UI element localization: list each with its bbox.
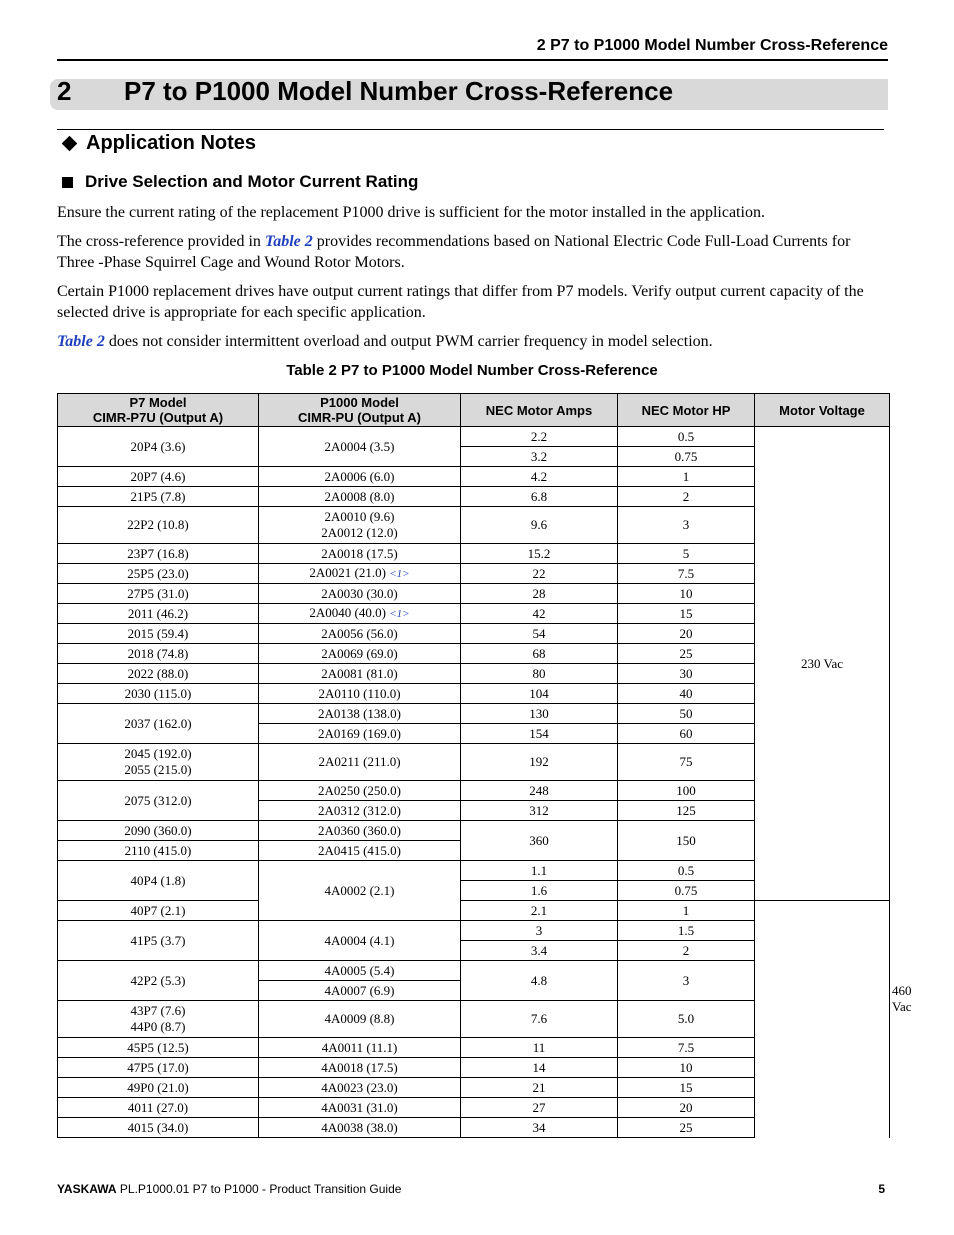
p7-cell: 20P4 (3.6) (58, 427, 259, 467)
cross-reference-table (57, 393, 912, 1138)
table-header-row (58, 394, 890, 427)
p7-cell: 27P5 (31.0) (58, 584, 259, 604)
amps-cell: 21 (461, 1078, 618, 1098)
p1000-cell: 2A0006 (6.0) (259, 467, 461, 487)
amps-cell: 3 (461, 921, 618, 941)
hp-cell: 3 (618, 507, 755, 544)
amps-cell: 54 (461, 624, 618, 644)
p7-cell: 42P2 (5.3) (58, 961, 259, 1001)
hp-cell: 30 (618, 664, 755, 684)
header-nec-motor-amps: NEC Motor Amps (461, 394, 618, 427)
p7-cell: 40P4 (1.8) (58, 861, 259, 901)
p1000-cell: 2A0021 (21.0) <1> (259, 564, 461, 584)
chapter-title: P7 to P1000 Model Number Cross-Reference (124, 76, 674, 106)
hp-cell: 10 (618, 1058, 755, 1078)
p1000-cell: 2A0040 (40.0) <1> (259, 604, 461, 624)
subsection-heading-text: Drive Selection and Motor Current Rating (85, 172, 419, 191)
p1000-cell: 4A0004 (4.1) (259, 921, 461, 961)
running-header: 2 P7 to P1000 Model Number Cross-Reference (536, 37, 888, 54)
footer-brand: YASKAWA (57, 1182, 117, 1196)
amps-cell: 248 (461, 781, 618, 801)
table-row: 40P4 (1.8) 4A0002 (2.1) 1.1 0.5 460 Vac (58, 861, 890, 881)
p7-cell: 45P5 (12.5) (58, 1038, 259, 1058)
p1000-cell: 2A0056 (56.0) (259, 624, 461, 644)
p7-cell: 2090 (360.0) (58, 821, 259, 841)
p1000-cell: 2A0069 (69.0) (259, 644, 461, 664)
note-1-link[interactable]: <1> (389, 608, 410, 620)
amps-cell: 9.6 (461, 507, 618, 544)
hp-cell: 0.5 (618, 861, 755, 881)
p1000-cell: 4A0009 (8.8) (259, 1001, 461, 1038)
hp-cell: 40 (618, 684, 755, 704)
hp-cell: 60 (618, 724, 755, 744)
header-p1000-model: P1000 Model CIMR-PU (Output A) (259, 394, 461, 427)
chapter-number: 2 (57, 76, 72, 106)
p1000-cell: 4A0031 (31.0) (259, 1098, 461, 1118)
p7-cell: 22P2 (10.8) (58, 507, 259, 544)
p1000-cell: 4A0023 (23.0) (259, 1078, 461, 1098)
p1000-cell: 2A0018 (17.5) (259, 544, 461, 564)
hp-cell: 3 (618, 961, 755, 1001)
p1000-cell: 4A0002 (2.1) (259, 861, 461, 921)
header-p7-model: P7 Model CIMR-P7U (Output A) (58, 394, 259, 427)
p1000-cell: 2A0211 (211.0) (259, 744, 461, 781)
amps-cell: 3.4 (461, 941, 618, 961)
table-row (58, 1078, 890, 1098)
amps-cell: 28 (461, 584, 618, 604)
hp-cell: 20 (618, 624, 755, 644)
amps-cell: 2.1 (461, 901, 618, 921)
p7-cell: 23P7 (16.8) (58, 544, 259, 564)
hp-cell: 5 (618, 544, 755, 564)
page-number: 5 (878, 1182, 885, 1196)
p7-cell: 47P5 (17.0) (58, 1058, 259, 1078)
p1000-cell: 2A0250 (250.0) (259, 781, 461, 801)
p1000-cell: 4A0018 (17.5) (259, 1058, 461, 1078)
table-row (58, 921, 890, 941)
amps-cell: 2.2 (461, 427, 618, 447)
amps-cell: 1.1 (461, 861, 618, 881)
hp-cell: 5.0 (618, 1001, 755, 1038)
amps-cell: 68 (461, 644, 618, 664)
p1000-cell: 2A0008 (8.0) (259, 487, 461, 507)
p7-cell: 2037 (162.0) (58, 704, 259, 744)
hp-cell: 125 (618, 801, 755, 821)
p7-cell: 2018 (74.8) (58, 644, 259, 664)
diamond-bullet-icon (62, 136, 78, 152)
amps-cell: 154 (461, 724, 618, 744)
paragraph-3: Certain P1000 replacement drives have output current ratings that differ from P7 models. Verify output current capacity of the selected drive is appropriate for each specific application. (57, 283, 864, 321)
hp-cell: 15 (618, 1078, 755, 1098)
hp-cell: 150 (618, 821, 755, 861)
p1000-cell: 2A0415 (415.0) (259, 841, 461, 861)
hp-cell: 25 (618, 644, 755, 664)
table-row (58, 1038, 890, 1058)
amps-cell: 15.2 (461, 544, 618, 564)
amps-cell: 11 (461, 1038, 618, 1058)
amps-cell: 6.8 (461, 487, 618, 507)
hp-cell: 0.75 (618, 881, 755, 901)
p1000-cell: 4A0011 (11.1) (259, 1038, 461, 1058)
header-motor-voltage: Motor Voltage (755, 394, 890, 427)
amps-cell: 3.2 (461, 447, 618, 467)
p7-cell: 41P5 (3.7) (58, 921, 259, 961)
p1000-cell: 2A0110 (110.0) (259, 684, 461, 704)
p1000-cell: 4A0007 (6.9) (259, 981, 461, 1001)
p7-cell: 21P5 (7.8) (58, 487, 259, 507)
amps-cell: 14 (461, 1058, 618, 1078)
hp-cell: 1.5 (618, 921, 755, 941)
table-row (58, 1098, 890, 1118)
hp-cell: 0.5 (618, 427, 755, 447)
amps-cell: 1.6 (461, 881, 618, 901)
p7-cell: 25P5 (23.0) (58, 564, 259, 584)
p7-cell: 49P0 (21.0) (58, 1078, 259, 1098)
footer-doc-title: PL.P1000.01 P7 to P1000 - Product Transition Guide (116, 1182, 402, 1196)
paragraph-4-text: does not consider intermittent overload and output PWM carrier frequency in model selection. (104, 333, 713, 350)
amps-cell: 27 (461, 1098, 618, 1118)
p7-cell: 2022 (88.0) (58, 664, 259, 684)
p7-cell: 4011 (27.0) (58, 1098, 259, 1118)
paragraph-2 (57, 231, 888, 273)
p7-cell: 43P7 (7.6) 44P0 (8.7) (58, 1001, 259, 1038)
p7-cell: 4015 (34.0) (58, 1118, 259, 1138)
p1000-cell: 2A0169 (169.0) (259, 724, 461, 744)
section-heading (60, 132, 256, 155)
footer-document (57, 1182, 401, 1196)
hp-cell: 15 (618, 604, 755, 624)
paragraph-4 (57, 331, 888, 352)
p7-cell: 40P7 (2.1) (58, 901, 259, 921)
paragraph-2-text-end: provides recommendations based on National Electric Code Full-Load Currents for Three -Phase Squirrel Cage and Wound Rotor Motors. (57, 233, 851, 271)
p1000-cell: 2A0312 (312.0) (259, 801, 461, 821)
amps-cell: 104 (461, 684, 618, 704)
p7-cell: 2045 (192.0) 2055 (215.0) (58, 744, 259, 781)
amps-cell: 22 (461, 564, 618, 584)
amps-cell: 34 (461, 1118, 618, 1138)
p1000-cell: 4A0005 (5.4) (259, 961, 461, 981)
table-caption: Table 2 P7 to P1000 Model Number Cross-Reference (286, 362, 658, 379)
header-rule (57, 59, 888, 61)
p1000-cell: 4A0038 (38.0) (259, 1118, 461, 1138)
amps-cell: 130 (461, 704, 618, 724)
hp-cell: 75 (618, 744, 755, 781)
amps-cell: 360 (461, 821, 618, 861)
p7-cell: 2015 (59.4) (58, 624, 259, 644)
note-1-link[interactable]: <1> (389, 568, 410, 580)
amps-cell: 42 (461, 604, 618, 624)
amps-cell: 7.6 (461, 1001, 618, 1038)
amps-cell: 312 (461, 801, 618, 821)
table-2-link[interactable]: Table 2 (57, 333, 105, 350)
amps-cell: 4.2 (461, 467, 618, 487)
table-row (58, 901, 890, 921)
p1000-cell: 2A0010 (9.6) 2A0012 (12.0) (259, 507, 461, 544)
table-2-link[interactable]: Table 2 (264, 233, 313, 250)
table-row (58, 1058, 890, 1078)
paragraph-1: Ensure the current rating of the replacement P1000 drive is sufficient for the motor installed in the application. (57, 204, 765, 221)
section-rule (57, 129, 884, 130)
section-heading-text: Application Notes (86, 132, 257, 154)
p7-cell: 2030 (115.0) (58, 684, 259, 704)
hp-cell: 1 (618, 901, 755, 921)
hp-cell: 7.5 (618, 1038, 755, 1058)
p7-cell: 2011 (46.2) (58, 604, 259, 624)
subsection-heading (62, 172, 418, 192)
p7-cell: 2110 (415.0) (58, 841, 259, 861)
p7-cell: 20P7 (4.6) (58, 467, 259, 487)
table-row (58, 1001, 890, 1038)
hp-cell: 10 (618, 584, 755, 604)
p1000-cell: 2A0081 (81.0) (259, 664, 461, 684)
hp-cell: 0.75 (618, 447, 755, 467)
p7-cell: 2075 (312.0) (58, 781, 259, 821)
amps-cell: 4.8 (461, 961, 618, 1001)
amps-cell: 80 (461, 664, 618, 684)
page-footer (57, 1182, 885, 1196)
voltage-cell-230: 230 Vac (755, 427, 890, 901)
amps-cell: 192 (461, 744, 618, 781)
hp-cell: 20 (618, 1098, 755, 1118)
p1000-cell: 2A0138 (138.0) (259, 704, 461, 724)
header-nec-motor-hp: NEC Motor HP (618, 394, 755, 427)
hp-cell: 25 (618, 1118, 755, 1138)
hp-cell: 7.5 (618, 564, 755, 584)
hp-cell: 2 (618, 941, 755, 961)
hp-cell: 100 (618, 781, 755, 801)
paragraph-2-text: The cross-reference provided in (57, 233, 265, 250)
p1000-cell: 2A0360 (360.0) (259, 821, 461, 841)
table-row (58, 961, 890, 981)
square-bullet-icon (62, 177, 73, 188)
table-row (58, 427, 890, 447)
p1000-cell: 2A0030 (30.0) (259, 584, 461, 604)
hp-cell: 2 (618, 487, 755, 507)
table-row (58, 1118, 890, 1138)
hp-cell: 1 (618, 467, 755, 487)
p1000-cell: 2A0004 (3.5) (259, 427, 461, 467)
hp-cell: 50 (618, 704, 755, 724)
